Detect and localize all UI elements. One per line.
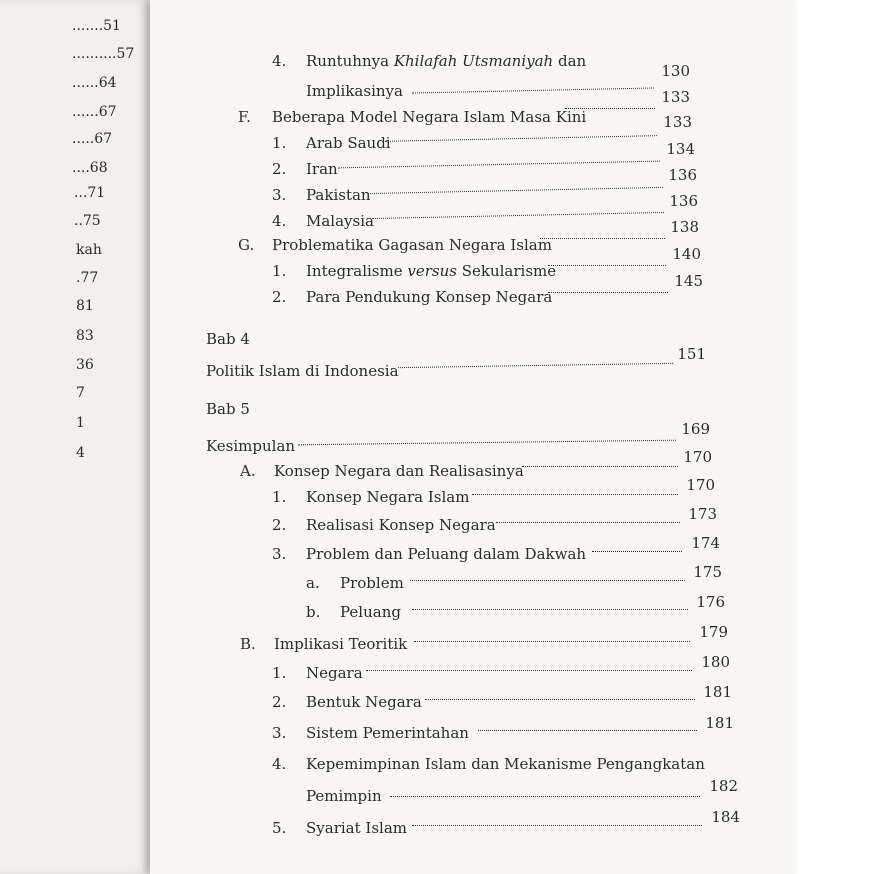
leader-dots <box>548 292 668 293</box>
left-entry: ..........57 <box>72 46 135 62</box>
toc-entry-A3a <box>306 574 404 592</box>
page-number: 173 <box>688 505 717 523</box>
leader-dots <box>412 825 702 826</box>
toc-entry-G <box>238 236 552 254</box>
toc-entry-B5 <box>272 819 407 837</box>
entry-number: a. <box>306 574 320 592</box>
toc-entry-B2 <box>272 693 422 711</box>
left-entry: 36 <box>76 357 94 373</box>
page-number: 181 <box>703 683 732 701</box>
chapter-title: Politik Islam di Indonesia <box>206 362 399 380</box>
leader-dots <box>390 796 700 797</box>
left-entry: ......64 <box>72 75 117 91</box>
left-entry: 4 <box>76 445 85 461</box>
toc-entry-runtuhnya <box>272 52 586 70</box>
left-entry: ......67 <box>72 104 117 120</box>
entry-number: 1. <box>272 664 287 682</box>
left-entry: kah <box>76 242 102 258</box>
background-right <box>795 0 874 874</box>
entry-text-italic: Khilafah Utsmaniyah <box>393 52 554 70</box>
leader-dots <box>478 730 697 731</box>
entry-text: Problematika Gagasan Negara Islam <box>272 236 552 254</box>
page-number: 182 <box>709 777 738 795</box>
left-entry: 7 <box>76 385 85 401</box>
leader-dots <box>548 265 666 266</box>
entry-number: b. <box>306 603 321 621</box>
entry-text: Konsep Negara dan Realisasinya <box>274 462 524 480</box>
toc-entry-F1 <box>272 134 391 152</box>
leader-dots <box>472 494 678 495</box>
page-number: 179 <box>699 623 728 641</box>
entry-number: A. <box>240 462 256 480</box>
entry-number: 4. <box>272 52 287 70</box>
entry-text: Beberapa Model Negara Islam Masa Kini <box>272 108 587 126</box>
entry-text: Bentuk Negara <box>306 693 422 711</box>
page-number: 134 <box>666 140 695 158</box>
toc-entry-F3 <box>272 186 371 204</box>
page-number: 175 <box>693 563 722 581</box>
entry-number: 3. <box>272 724 287 742</box>
page-number: 174 <box>691 534 720 552</box>
leader-dots <box>410 580 685 581</box>
page-number: 184 <box>711 808 740 826</box>
toc-entry-G1 <box>272 262 556 280</box>
entry-number: 2. <box>272 516 287 534</box>
toc-entry-B <box>240 635 407 653</box>
leader-dots <box>592 551 682 552</box>
left-entry: ....68 <box>72 160 108 176</box>
entry-text: Syariat Islam <box>306 819 407 837</box>
leader-dots <box>540 238 665 239</box>
leader-dots <box>414 641 690 642</box>
toc-entry-A1 <box>272 488 469 506</box>
entry-text: Arab Saudi <box>306 134 391 152</box>
entry-text: Integralisme <box>306 262 408 280</box>
entry-number: 3. <box>272 186 287 204</box>
page-number: 130 <box>661 62 690 80</box>
entry-text: Kepemimpinan Islam dan Mekanisme Pengangkatan <box>306 755 705 773</box>
entry-text: Realisasi Konsep Negara <box>306 516 496 534</box>
entry-number: 2. <box>272 160 287 178</box>
entry-text: Sekularisme <box>456 262 557 280</box>
entry-number: 1. <box>272 488 287 506</box>
left-entry: 1 <box>76 415 85 431</box>
page-number: 133 <box>661 88 690 106</box>
entry-text: Problem <box>340 574 404 592</box>
toc-entry-F <box>238 108 586 126</box>
entry-text: Malaysia <box>306 212 374 230</box>
toc-entry-B1 <box>272 664 363 682</box>
entry-number: 2. <box>272 288 287 306</box>
page-number: 176 <box>696 593 725 611</box>
entry-number: 5. <box>272 819 287 837</box>
page-number: 136 <box>669 192 698 210</box>
toc-entry-F2 <box>272 160 338 178</box>
entry-text: Pakistan <box>306 186 371 204</box>
leader-dots <box>565 108 655 109</box>
entry-text: Peluang <box>340 603 401 621</box>
page-number: 170 <box>683 448 712 466</box>
toc-entry-G2 <box>272 288 552 306</box>
entry-number: F. <box>238 108 251 126</box>
entry-text: Implikasi Teoritik <box>274 635 408 653</box>
toc-entry-A3 <box>272 545 586 563</box>
leader-dots <box>412 609 688 610</box>
toc-entry-F4 <box>272 212 374 230</box>
toc-entry-B3 <box>272 724 469 742</box>
left-entry: ...71 <box>74 185 106 201</box>
left-entry: .....67 <box>72 131 113 147</box>
chapter-title: Kesimpulan <box>206 437 296 455</box>
entry-number: 4. <box>272 212 287 230</box>
entry-text: Iran <box>306 160 338 178</box>
leader-dots <box>425 699 695 700</box>
left-entry: ..75 <box>74 213 101 229</box>
page-number: 136 <box>668 166 697 184</box>
entry-text: dan <box>553 52 587 70</box>
entry-number: 1. <box>272 134 287 152</box>
entry-text: Para Pendukung Konsep Negara <box>306 288 553 306</box>
page-number: 133 <box>663 113 692 131</box>
entry-text: Runtuhnya <box>306 52 394 70</box>
leader-dots <box>496 522 680 523</box>
entry-number: G. <box>238 236 255 254</box>
page-number: 140 <box>672 245 701 263</box>
chapter-label: Bab 5 <box>206 400 250 418</box>
toc-entry-cont: Implikasinya <box>306 82 403 100</box>
toc-entry-B4 <box>272 755 705 773</box>
left-entry: .77 <box>76 270 99 286</box>
toc-entry-cont: Pemimpin <box>306 787 382 805</box>
entry-text: Konsep Negara Islam <box>306 488 470 506</box>
left-entry: .......51 <box>72 18 121 34</box>
toc-entry-A2 <box>272 516 496 534</box>
chapter-label: Bab 4 <box>206 330 250 348</box>
page-number: 145 <box>674 272 703 290</box>
page-number: 138 <box>670 218 699 236</box>
entry-text-italic: versus <box>407 262 457 280</box>
leader-dots <box>366 670 692 671</box>
entry-text: Problem dan Peluang dalam Dakwah <box>306 545 587 563</box>
leader-dots <box>522 466 678 467</box>
page-number: 151 <box>677 345 706 363</box>
entry-text: Negara <box>306 664 363 682</box>
toc-entry-A <box>240 462 524 480</box>
entry-number: 4. <box>272 755 287 773</box>
entry-number: 1. <box>272 262 287 280</box>
entry-number: 3. <box>272 545 287 563</box>
page-number: 169 <box>681 420 710 438</box>
page-number: 181 <box>705 714 734 732</box>
page-number: 170 <box>686 476 715 494</box>
left-entry: 83 <box>76 328 94 344</box>
left-entry: 81 <box>76 298 94 314</box>
entry-text: Sistem Pemerintahan <box>306 724 469 742</box>
entry-number: 2. <box>272 693 287 711</box>
toc-entry-A3b <box>306 603 401 621</box>
page-number: 180 <box>701 653 730 671</box>
entry-number: B. <box>240 635 256 653</box>
